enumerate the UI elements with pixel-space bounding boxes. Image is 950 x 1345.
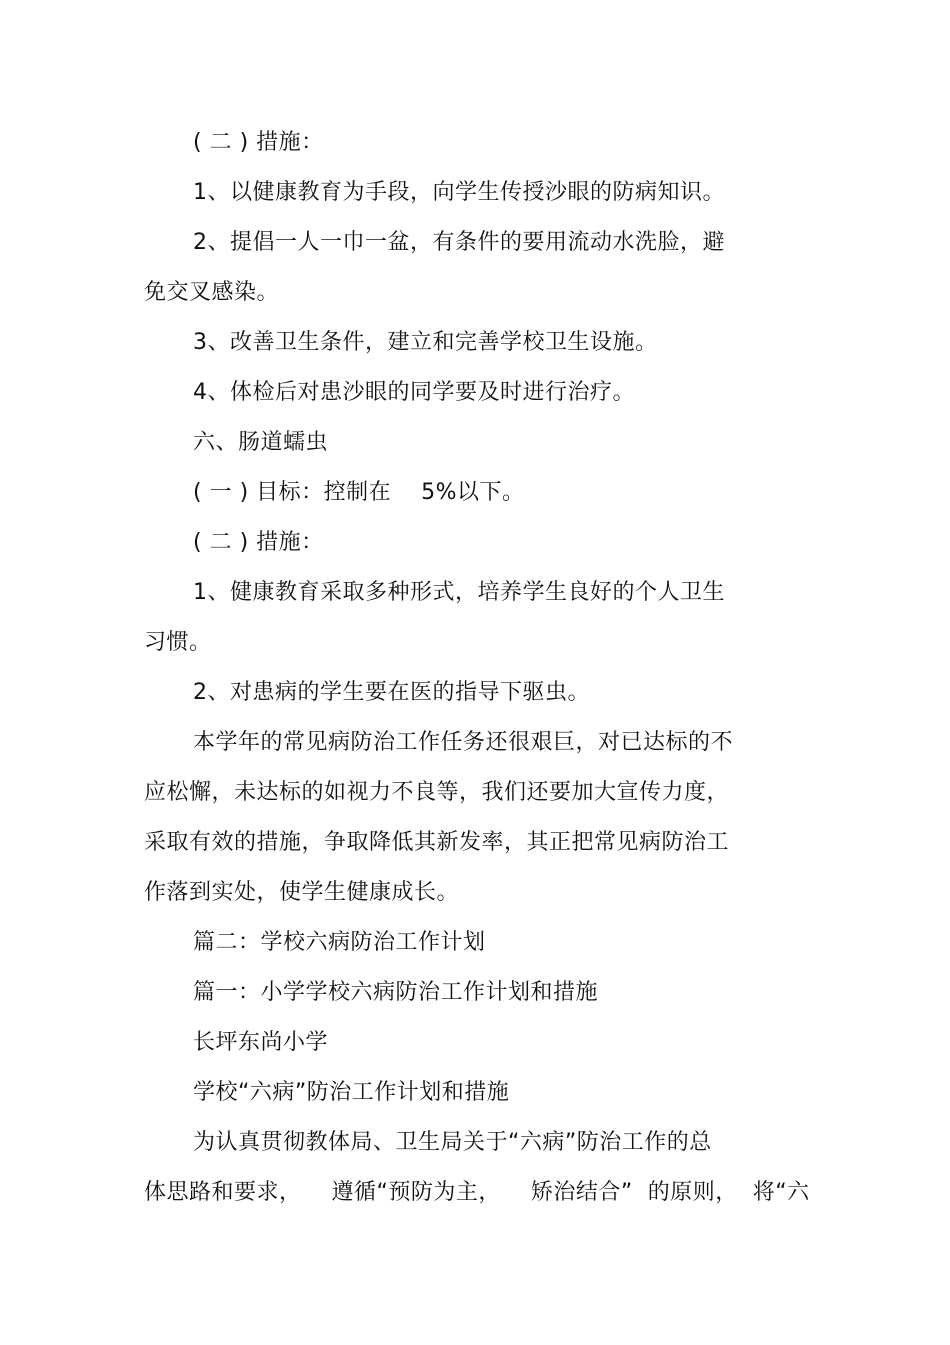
text-line: 3、改善卫生条件，建立和完善学校卫生设施。 bbox=[193, 330, 658, 355]
text-line: ( 二 ) 措施： bbox=[193, 130, 324, 155]
text-line: 应松懈，未达标的如视力不良等，我们还要加大宣传力度， bbox=[144, 780, 730, 805]
text-line: 4、体检后对患沙眼的同学要及时进行治疗。 bbox=[193, 380, 635, 405]
text-line: 体思路和要求， 遵循“预防为主， 矫治结合” 的原则， 将“六 bbox=[144, 1180, 810, 1205]
text-line: 2、提倡一人一巾一盆，有条件的要用流动水洗脸，避 bbox=[193, 230, 725, 255]
text-line: 2、对患病的学生要在医的指导下驱虫。 bbox=[193, 680, 590, 705]
section-heading: 篇二：学校六病防治工作计划 bbox=[193, 930, 486, 955]
text-line: 为认真贯彻教体局、卫生局关于“六病”防治工作的总 bbox=[193, 1130, 712, 1155]
section-heading: 篇一：小学学校六病防治工作计划和措施 bbox=[193, 980, 599, 1005]
text-line: ( 一 ) 目标：控制在 5%以下。 bbox=[193, 480, 525, 505]
text-line: 习惯。 bbox=[144, 630, 212, 655]
text-line: ( 二 ) 措施： bbox=[193, 530, 324, 555]
text-line: 作落到实处，使学生健康成长。 bbox=[144, 880, 460, 905]
section-heading: 六、肠道蠕虫 bbox=[193, 430, 329, 455]
text-line: 长坪东尚小学 bbox=[193, 1030, 329, 1055]
text-line: 1、健康教育采取多种形式，培养学生良好的个人卫生 bbox=[193, 580, 725, 605]
text-line: 本学年的常见病防治工作任务还很艰巨，对已达标的不 bbox=[193, 730, 734, 755]
text-line: 免交叉感染。 bbox=[144, 280, 280, 305]
text-line: 1、以健康教育为手段，向学生传授沙眼的防病知识。 bbox=[193, 180, 725, 205]
text-line: 学校“六病”防治工作计划和措施 bbox=[193, 1080, 510, 1105]
text-line: 采取有效的措施，争取降低其新发率，其正把常见病防治工 bbox=[144, 830, 730, 855]
